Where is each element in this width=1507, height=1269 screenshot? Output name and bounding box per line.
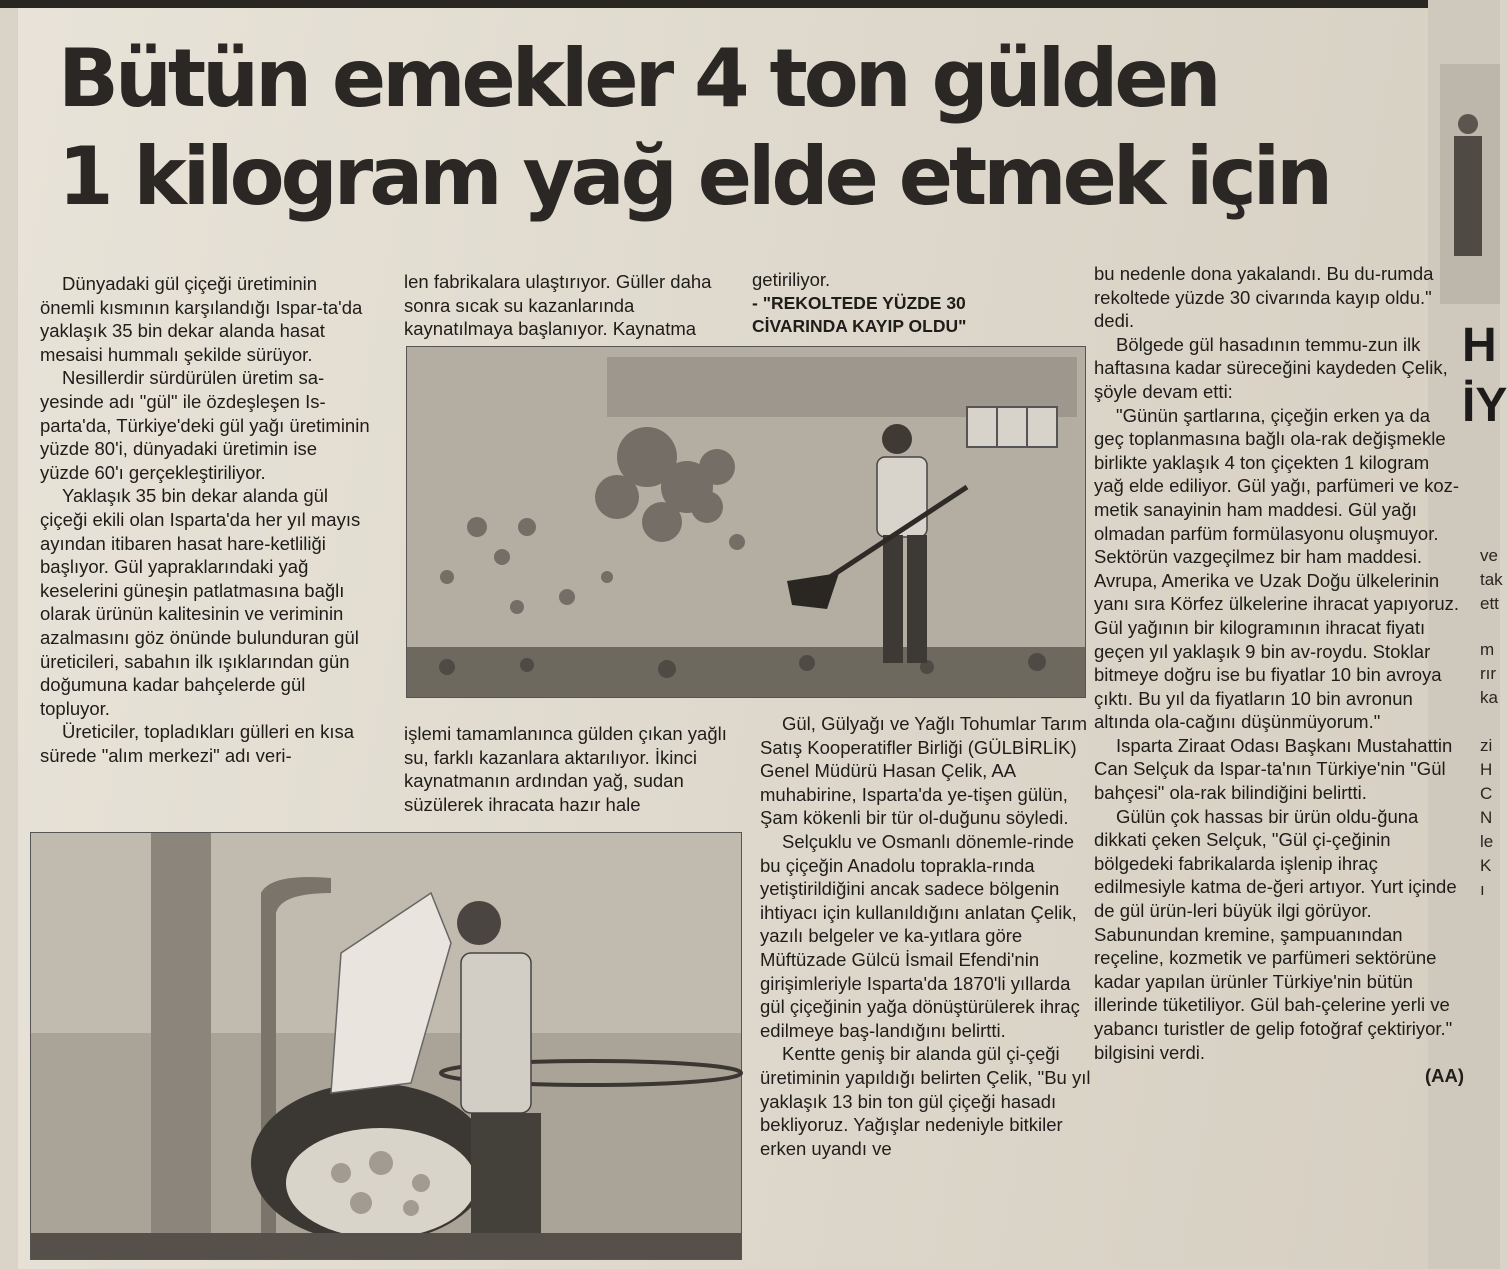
top-edge-band	[0, 0, 1500, 8]
article-column-3-bottom	[760, 712, 1095, 1160]
paragraph: Üreticiler, topladıkları gülleri en kısa sürede "alım merkezi" adı veri-	[40, 721, 355, 766]
paragraph: Selçuklu ve Osmanlı dönemle-rinde bu çiçeğin Anadolu toprakla-rında yetiştirildiğini ancak sadece bölgenin ihtiyacı için kullanıldığını anlatan Çelik, yazılı belgeler ve ka-yıtlara göre Müftüzade Gülcü İsmail Efendi'nin girişimleriyle Isparta'da 1870'li yıllarda gül çiçeğinin yağa dönüştürülerek ihraç edilmeye baş-landığını belirtti.	[760, 830, 1080, 1041]
article-column-2-bottom	[404, 722, 740, 816]
paragraph: Yaklaşık 35 bin dekar alanda gül çiçeği ekili olan Isparta'da her yıl mayıs ayından itibaren hasat hare-ketliliği başlıyor. Gül yapraklarındaki yağ keselerini güneşin patlatmasına bağlı olarak ürünün kalitesinin ve veriminin azalmasını göz önünde bulunduran gül üreticileri, sabahın ilk ışıklarından gün doğumuna kadar bahçelerde gül topluyor.	[40, 485, 361, 719]
paragraph: getiriliyor.	[752, 269, 831, 290]
adjacent-text-fragment: K	[1480, 856, 1492, 875]
adjacent-text-fragment: ka	[1480, 688, 1498, 707]
subheading: - "REKOLTEDE YÜZDE 30 CİVARINDA KAYIP OLDU"	[752, 292, 967, 336]
photo-rose-petals-shovel	[406, 346, 1086, 698]
paragraph: Nesillerdir sürdürülen üretim sa-yesinde adı "gül" ile özdeşleşen Is-parta'da, Türkiye'deki gül yağı üretiminin yüzde 80'i, dünyadaki üretimin ise yüzde 60'ı gerçekleştiriliyor.	[40, 367, 370, 483]
article-column-4	[1094, 262, 1464, 1088]
paragraph: len fabrikalara ulaştırıyor. Güller daha sonra sıcak su kazanlarında kaynatılmaya başlanıyor. Kaynatma	[404, 271, 712, 340]
article-column-2-top	[404, 270, 734, 341]
adjacent-photo-illustration	[1440, 64, 1500, 304]
article-headline	[58, 30, 1418, 226]
adjacent-text-fragment: H	[1480, 760, 1493, 779]
headline-line-2: 1 kilogram yağ elde etmek için	[58, 130, 1330, 223]
photo-rose-cauldron-illustration	[31, 833, 741, 1259]
adjacent-text-fragment: m	[1480, 640, 1495, 659]
adjacent-text-fragment: N	[1480, 808, 1493, 827]
adjacent-headline-fragment: H	[1462, 319, 1497, 372]
adjacent-headline-fragment: İY	[1462, 379, 1507, 432]
paragraph: Kentte geniş bir alanda gül çi-çeği üretiminin yapıldığı belirten Çelik, "Bu yıl yaklaşık 13 bin ton gül çiçeği hasadı bekliyoruz. Yağışlar nedeniyle bitkiler erken uyandı ve	[760, 1043, 1091, 1159]
paragraph: Gül, Gülyağı ve Yağlı Tohumlar Tarım Satış Kooperatifler Birliği (GÜLBİRLİK) Genel Müdürü Hasan Çelik, AA muhabirine, Isparta'da ye-tişen gülün, Şam kökenli bir tür ol-duğunu söyledi.	[760, 713, 1088, 829]
adjacent-text-fragment: ı	[1480, 880, 1485, 899]
paragraph: Gülün çok hassas bir ürün oldu-ğuna dikkati çeken Selçuk, "Gül çi-çeğinin bölgedeki fabrikalarda işlenip ihraç edilmesiyle katma de-ğeri artıyor. Yurt içinde de gül ürün-leri büyük ilgi görüyor. Sabunundan kremine, şampuanından reçeline, kozmetik ve parfümeri sektörüne kadar yapılan ürünler Türkiye'nin bütün illerinde tüketiliyor. Gül bah-çelerine yerli ve yabancı turistler de gelip fotoğraf çektiriyor." bilgisini verdi.	[1094, 805, 1457, 1063]
photo-rose-petals-shovel-illustration	[407, 347, 1085, 697]
article-column-1	[40, 272, 370, 767]
paragraph: bu nedenle dona yakalandı. Bu du-rumda rekoltede yüzde 30 civarında kayıp oldu." dedi.	[1094, 263, 1434, 332]
adjacent-text-fragment: ve	[1480, 546, 1498, 565]
paragraph: "Günün şartlarına, çiçeğin erken ya da geç toplanmasına bağlı ola-rak değişmekle birlikte yaklaşık 4 ton çiçekten 1 kilogram yağ elde ediliyor. Gül yağı, parfümeri ve koz-metik sanayinin ham maddesi. Gül yağı olmadan parfüm formülasyonu oluşmuyor. Sektörün vazgeçilmez bir ham maddesi. Avrupa, Amerika ve Uzak Doğu ülkelerinin yanı sıra Körfez ülkelerine ihracat yapıyoruz. Gül yağının bir kilogramının ihracat fiyatı geçen yıl yaklaşık 9 bin av-roydu. Stoklar bitmeye doğru ise bu fiyatlar 10 bin avroya çıktı. Bu yıl da fiyatların 10 bin avronun altında ola-cağını düşünmüyorum."	[1094, 404, 1460, 733]
agency-credit: (AA)	[1424, 1065, 1464, 1087]
paragraph: işlemi tamamlanınca gülden çıkan yağlı su, farklı kazanlara aktarılıyor. İkinci kaynatmanın ardından yağ, sudan süzülerek ihracata hazır hale	[404, 723, 727, 815]
adjacent-text-fragment: rır	[1480, 664, 1497, 683]
adjacent-text-fragment: le	[1480, 832, 1494, 851]
paragraph: Bölgede gül hasadının temmu-zun ilk haftasına kadar süreceğini kaydeden Çelik, şöyle devam etti:	[1094, 333, 1448, 402]
article-column-3-top	[752, 268, 1052, 338]
adjacent-text-fragment: ett	[1480, 594, 1499, 613]
adjacent-text-fragment: tak	[1480, 570, 1503, 589]
paragraph: Isparta Ziraat Odası Başkanı Mustahattin Can Selçuk da Ispar-ta'nın Türkiye'nin "Gül bahçesi" ola-rak bilindiğini belirtti.	[1094, 734, 1453, 804]
headline-line-1: Bütün emekler 4 ton gülden	[58, 32, 1218, 125]
adjacent-text-fragment: zi	[1480, 736, 1493, 755]
adjacent-text-fragment: C	[1480, 784, 1493, 803]
paragraph: Dünyadaki gül çiçeği üretiminin önemli kısmının karşılandığı Ispar-ta'da yaklaşık 35 bin dekar alanda hasat mesaisi hummalı şekilde sürüyor.	[40, 273, 363, 365]
photo-rose-cauldron	[30, 832, 742, 1260]
adjacent-article-photo	[1440, 64, 1500, 304]
